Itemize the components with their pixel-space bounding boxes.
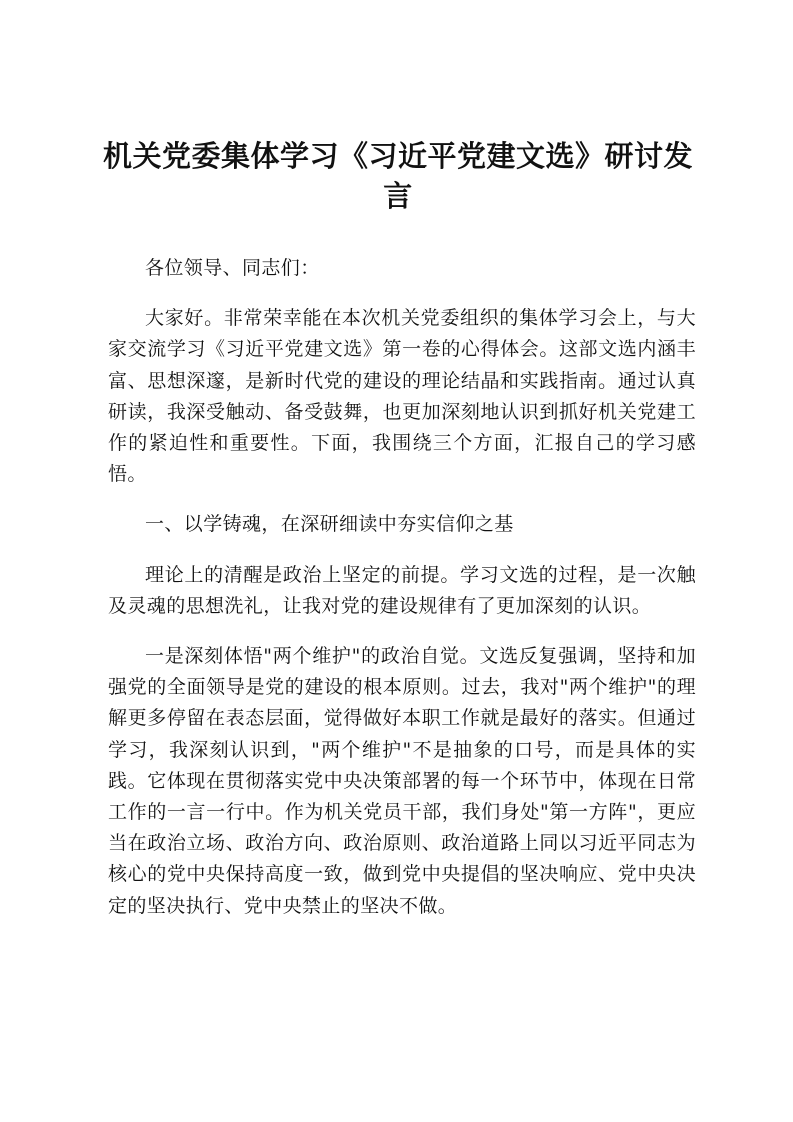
document-body xyxy=(108,253,696,941)
body-paragraph: 理论上的清醒是政治上坚定的前提。学习文选的过程，是一次触及灵魂的思想洗礼，让我对党的建设规律有了更加深刻的认识。 xyxy=(108,563,696,617)
salutation: 各位领导、同志们： xyxy=(145,257,320,279)
body-paragraph: 一是深刻体悟"两个维护"的政治自觉。文选反复强调，坚持和加强党的全面领导是党的建设的根本原则。过去，我对"两个维护"的理解更多停留在表态层面，觉得做好本职工作就是最好的落实。但通过学习，我深刻认识到，"两个维护"不是抽象的口号，而是具体的实践。它体现在贯彻落实党中央决策部署的每一个环节中，体现在日常工作的一言一行中。作为机关党员干部，我们身处"第一方阵"，更应当在政治立场、政治方向、政治原则、政治道路上同以习近平同志为核心的党中央保持高度一致，做到党中央提倡的坚决响应、党中央决定的坚决执行、党中央禁止的坚决不做。 xyxy=(108,645,696,917)
opening-paragraph: 大家好。非常荣幸能在本次机关党委组织的集体学习会上，与大家交流学习《习近平党建文选》第一卷的心得体会。这部文选内涵丰富、思想深邃，是新时代党的建设的理论结晶和实践指南。通过认真研读，我深受触动、备受鼓舞，也更加深刻地认识到抓好机关党建工作的紧迫性和重要性。下面，我围绕三个方面，汇报自己的学习感悟。 xyxy=(108,307,696,486)
section-heading: 一、以学铸魂，在深研细读中夯实信仰之基 xyxy=(145,513,514,536)
document-title: 机关党委集体学习《习近平党建文选》研讨发言 xyxy=(102,139,693,213)
